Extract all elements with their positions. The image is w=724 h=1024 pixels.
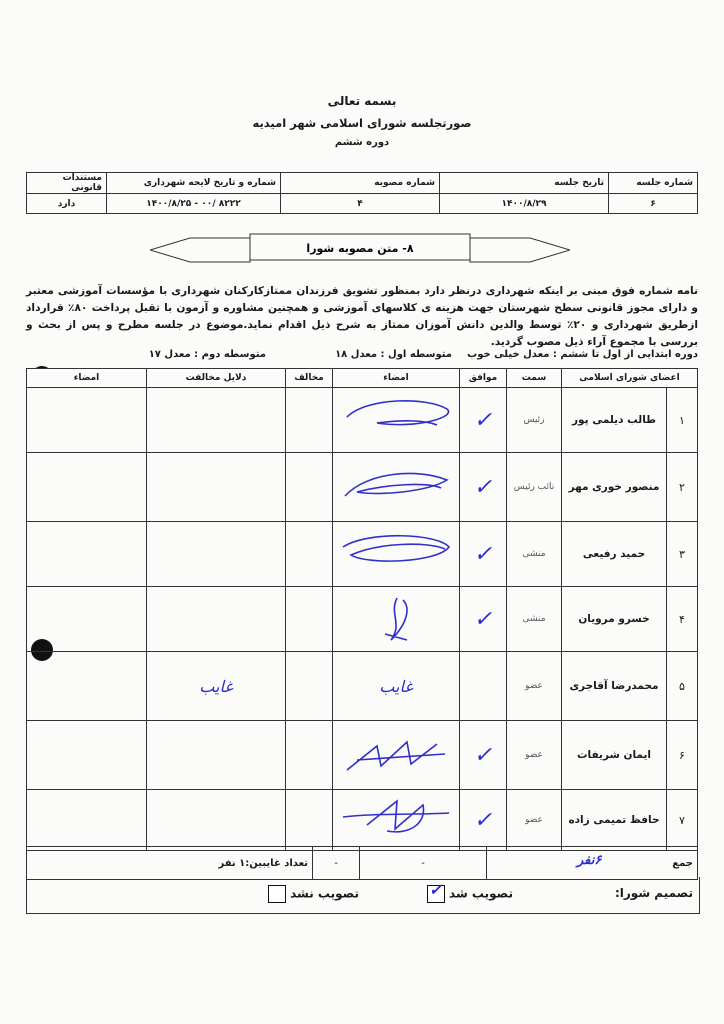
reason-cell: غایب — [147, 652, 286, 721]
member-role: رئیس — [507, 388, 562, 453]
absent-note: غایب — [379, 676, 413, 696]
handwritten-signature — [337, 589, 455, 647]
section-banner-text: ۸- متن مصوبه شورا — [306, 242, 414, 255]
agree-cell — [460, 652, 507, 721]
oppose-cell — [286, 790, 333, 851]
members-vote-table — [26, 368, 698, 851]
signature-cell — [333, 453, 460, 522]
agree-cell: ✓ — [460, 790, 507, 851]
signature2-cell — [27, 790, 147, 851]
member-row — [27, 587, 698, 652]
oppose-cell — [286, 652, 333, 721]
signature-cell — [333, 721, 460, 790]
member-name: طالب دیلمی پور — [562, 388, 667, 453]
signature2-cell — [27, 522, 147, 587]
oppose-cell — [286, 587, 333, 652]
col-member: اعضای شورای اسلامی — [562, 369, 698, 388]
member-number: ۱ — [667, 388, 698, 453]
grade-middle1: متوسطه اول : معدل ۱۸ — [335, 349, 452, 360]
member-row — [27, 522, 698, 587]
rejected-checkbox[interactable] — [268, 885, 286, 903]
signature-cell — [333, 587, 460, 652]
session-info-table — [26, 172, 698, 214]
grade-middle2: متوسطه دوم : معدل ۱۷ — [148, 349, 266, 360]
member-name: ایمان شریفات — [562, 721, 667, 790]
col-signature2: امضاء — [27, 369, 147, 388]
reason-cell — [147, 790, 286, 851]
member-name: حافظ تمیمی زاده — [562, 790, 667, 851]
agree-cell: ✓ — [460, 522, 507, 587]
reason-cell — [147, 522, 286, 587]
handwritten-signature — [337, 723, 455, 785]
approved-check-mark: ✓ — [428, 880, 443, 899]
signature2-cell — [27, 652, 147, 721]
member-row — [27, 721, 698, 790]
member-number: ۳ — [667, 522, 698, 587]
bill-no-date-value: ۸۲۲۲ /۰۰ - ۱۴۰۰/۸/۲۵ — [107, 194, 281, 214]
absent-count: تعداد غایبین:۱ نفر — [27, 847, 313, 880]
member-role: عضو — [507, 790, 562, 851]
signature2-cell — [27, 388, 147, 453]
member-row — [27, 790, 698, 851]
signature2-cell — [27, 587, 147, 652]
approved-option[interactable] — [427, 880, 513, 903]
handwritten-signature — [337, 524, 455, 582]
col-agree: موافق — [460, 369, 507, 388]
session-date-label: تاریخ جلسه — [440, 173, 609, 194]
bismillah: بسمه تعالی — [327, 94, 397, 108]
signature-cell — [333, 790, 460, 851]
member-number: ۵ — [667, 652, 698, 721]
total-value: ۶نفر — [577, 853, 602, 868]
agree-cell: ✓ — [460, 721, 507, 790]
member-name: حمید رفیعی — [562, 522, 667, 587]
session-no-label: شماره جلسه — [609, 173, 698, 194]
total-cell — [487, 847, 698, 880]
bill-no-date-label: شماره و تاریخ لایحه شهرداری — [107, 173, 281, 194]
resolution-no-value: ۴ — [281, 194, 440, 214]
grade-primary: دوره ابتدایی از اول تا ششم : معدل خیلی خوب — [467, 349, 698, 360]
rejected-label: تصویب نشد — [290, 886, 359, 901]
total-sign-dash: - — [360, 847, 487, 880]
member-number: ۲ — [667, 453, 698, 522]
handwritten-signature — [337, 390, 455, 448]
reason-cell — [147, 587, 286, 652]
reason-cell — [147, 453, 286, 522]
signature-cell — [333, 388, 460, 453]
reason-cell — [147, 721, 286, 790]
session-date-value: ۱۴۰۰/۸/۲۹ — [440, 194, 609, 214]
member-role: منشی — [507, 587, 562, 652]
rejected-option[interactable] — [268, 885, 359, 903]
col-signature: امضاء — [333, 369, 460, 388]
col-oppose: مخالف — [286, 369, 333, 388]
member-name: خسرو مرویان — [562, 587, 667, 652]
member-name: محمدرضا آقاجری — [562, 652, 667, 721]
agree-cell: ✓ — [460, 453, 507, 522]
signature-cell — [333, 652, 460, 721]
member-name: منصور خوری مهر — [562, 453, 667, 522]
member-role: عضو — [507, 721, 562, 790]
decision-label: تصمیم شورا: — [614, 886, 693, 900]
approved-checkbox[interactable] — [427, 880, 445, 903]
oppose-cell — [286, 721, 333, 790]
member-row — [27, 453, 698, 522]
approved-label: تصویب شد — [449, 886, 513, 901]
signature-cell — [333, 522, 460, 587]
member-number: ۶ — [667, 721, 698, 790]
member-number: ۷ — [667, 790, 698, 851]
resolution-no-label: شماره مصوبه — [281, 173, 440, 194]
session-no-value: ۶ — [609, 194, 698, 214]
total-oppose-dash: - — [313, 847, 360, 880]
member-role: عضو — [507, 652, 562, 721]
oppose-cell — [286, 522, 333, 587]
totals-table — [26, 846, 698, 880]
agree-cell: ✓ — [460, 388, 507, 453]
signature2-cell — [27, 453, 147, 522]
section-banner — [150, 232, 570, 268]
council-decision — [26, 877, 700, 914]
signature2-cell — [27, 721, 147, 790]
oppose-cell — [286, 453, 333, 522]
handwritten-signature — [337, 792, 455, 846]
col-position: سمت — [507, 369, 562, 388]
col-reasons: دلایل مخالفت — [147, 369, 286, 388]
member-row — [27, 388, 698, 453]
member-role: نائب رئیس — [507, 453, 562, 522]
oppose-cell — [286, 388, 333, 453]
document-title: صورتجلسه شورای اسلامی شهر امیدیه — [252, 116, 472, 130]
member-role: منشی — [507, 522, 562, 587]
handwritten-signature — [337, 455, 455, 517]
agree-cell: ✓ — [460, 587, 507, 652]
member-number: ۴ — [667, 587, 698, 652]
reason-cell — [147, 388, 286, 453]
total-label: جمع — [672, 857, 693, 869]
legal-docs-label: مستندات قانونی — [27, 173, 107, 194]
resolution-body: نامه شماره فوق مبنی بر اینکه شهرداری درنظر دارد بمنظور تشویق فرزندان ممتازکارکنان شهرداری با مؤسسات آموزشی معتبر و دارای مجوز قانونی سطح شهرستان جهت هزینه ی کلاسهای آموزشی و همچنین مشاوره و آزمون با تقبل پرداخت ۸۰٪ قرارداد ازطریق شهرداری و ۲۰٪ توسط والدین دانش آموزان ممتاز به شرح ذیل اقدام نماید.موضوع در جلسه مطرح و پس از بحث و بررسی با مجموع آراء ذیل مصوب گردید. — [26, 285, 698, 348]
legal-docs-value: دارد — [27, 194, 107, 214]
term-label: دوره ششم — [334, 137, 390, 148]
member-row — [27, 652, 698, 721]
